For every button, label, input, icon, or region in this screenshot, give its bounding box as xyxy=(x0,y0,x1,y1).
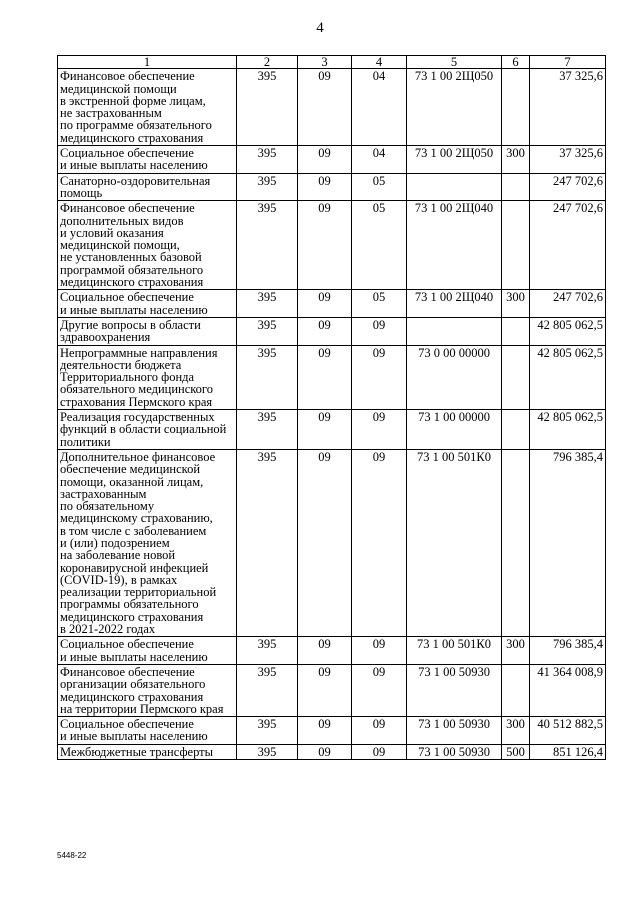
cell-name xyxy=(58,317,237,345)
cell-name-line: страхования Пермского края xyxy=(60,394,213,409)
budget-table xyxy=(57,55,606,760)
cell-name-line: застрахованным xyxy=(60,486,147,501)
cell-name-line: организации обязательного xyxy=(60,677,206,692)
table-row xyxy=(58,664,606,716)
cell-name-line: Социальное обеспечение xyxy=(60,146,194,161)
cell-name xyxy=(58,290,237,318)
cell-name-line: Территориального фонда xyxy=(60,370,195,385)
cell-amount: 796 385,4 xyxy=(530,637,606,665)
cell-name xyxy=(58,146,237,174)
column-header-1: 1 xyxy=(58,56,237,69)
cell-expense-type: 300 xyxy=(502,146,530,174)
cell-name-line: коронавирусной инфекцией xyxy=(60,560,209,575)
cell-name-line: медицинской помощи, xyxy=(60,238,180,253)
column-header-4: 4 xyxy=(352,56,407,69)
cell-amount: 37 325,6 xyxy=(530,69,606,146)
column-header-2: 2 xyxy=(237,56,298,69)
cell-section: 09 xyxy=(298,173,352,201)
table-row xyxy=(58,69,606,146)
cell-amount: 40 512 882,5 xyxy=(530,717,606,745)
table-row xyxy=(58,201,606,290)
cell-name-line: медицинского страхования xyxy=(60,609,204,624)
cell-amount: 796 385,4 xyxy=(530,449,606,636)
cell-name xyxy=(58,664,237,716)
cell-code: 395 xyxy=(237,664,298,716)
cell-name-line: функций в области социальной xyxy=(60,422,227,437)
cell-amount: 41 364 008,9 xyxy=(530,664,606,716)
cell-subsection: 05 xyxy=(352,290,407,318)
cell-expense-type xyxy=(502,410,530,450)
cell-amount: 247 702,6 xyxy=(530,290,606,318)
cell-target-article: 73 1 00 2Щ050 xyxy=(407,69,502,146)
cell-code: 395 xyxy=(237,345,298,409)
cell-amount: 247 702,6 xyxy=(530,173,606,201)
cell-name xyxy=(58,449,237,636)
cell-name-line: медицинского страхования xyxy=(60,130,204,145)
cell-name-line: Другие вопросы в области xyxy=(60,317,201,332)
cell-section: 09 xyxy=(298,637,352,665)
cell-section: 09 xyxy=(298,69,352,146)
cell-name-line: не установленных базовой xyxy=(60,250,202,265)
cell-section: 09 xyxy=(298,317,352,345)
cell-subsection: 09 xyxy=(352,664,407,716)
cell-amount: 37 325,6 xyxy=(530,146,606,174)
cell-expense-type: 300 xyxy=(502,290,530,318)
table-row xyxy=(58,146,606,174)
cell-name-line: не застрахованным xyxy=(60,106,162,121)
cell-name-line: Социальное обеспечение xyxy=(60,717,194,732)
column-header-6: 6 xyxy=(502,56,530,69)
cell-name xyxy=(58,69,237,146)
cell-target-article: 73 0 00 00000 xyxy=(407,345,502,409)
cell-name-line: Финансовое обеспечение xyxy=(60,201,195,216)
table-body xyxy=(58,69,606,760)
cell-target-article: 73 1 00 501К0 xyxy=(407,449,502,636)
cell-expense-type xyxy=(502,69,530,146)
cell-target-article: 73 1 00 00000 xyxy=(407,410,502,450)
cell-name xyxy=(58,410,237,450)
column-header-7: 7 xyxy=(530,56,606,69)
column-header-3: 3 xyxy=(298,56,352,69)
cell-expense-type xyxy=(502,449,530,636)
cell-section: 09 xyxy=(298,201,352,290)
cell-amount: 42 805 062,5 xyxy=(530,317,606,345)
cell-code: 395 xyxy=(237,744,298,759)
cell-target-article: 73 1 00 50930 xyxy=(407,717,502,745)
cell-name-line: здравоохранения xyxy=(60,330,151,345)
cell-expense-type: 500 xyxy=(502,744,530,759)
cell-target-article xyxy=(407,317,502,345)
cell-name-line: программой обязательного xyxy=(60,262,204,277)
cell-subsection: 09 xyxy=(352,744,407,759)
cell-name-line: Непрограммные направления xyxy=(60,345,218,360)
table-row xyxy=(58,317,606,345)
cell-name-line: в 2021-2022 годах xyxy=(60,622,156,637)
cell-name-line: на заболевание новой xyxy=(60,548,176,563)
table-row xyxy=(58,173,606,201)
cell-code: 395 xyxy=(237,201,298,290)
cell-code: 395 xyxy=(237,146,298,174)
cell-name-line: медицинской помощи xyxy=(60,81,177,96)
cell-name-line: и (или) подозрением xyxy=(60,535,170,550)
cell-expense-type xyxy=(502,345,530,409)
cell-expense-type xyxy=(502,173,530,201)
table-row xyxy=(58,449,606,636)
cell-name-line: Социальное обеспечение xyxy=(60,637,194,652)
cell-target-article: 73 1 00 2Щ050 xyxy=(407,146,502,174)
cell-name xyxy=(58,744,237,759)
cell-name-line: Финансовое обеспечение xyxy=(60,69,195,84)
cell-subsection: 05 xyxy=(352,173,407,201)
cell-section: 09 xyxy=(298,146,352,174)
cell-name-line: Санаторно-оздоровительная xyxy=(60,173,211,188)
cell-subsection: 05 xyxy=(352,201,407,290)
table-row xyxy=(58,744,606,759)
cell-target-article xyxy=(407,173,502,201)
cell-name-line: политики xyxy=(60,434,111,449)
cell-name-line: помощи, оказанной лицам, xyxy=(60,474,204,489)
cell-name-line: помощь xyxy=(60,185,103,200)
cell-name-line: реализации территориальной xyxy=(60,585,217,600)
cell-name-line: дополнительных видов xyxy=(60,213,184,228)
cell-name-line: программы обязательного xyxy=(60,597,199,612)
table-header xyxy=(58,56,606,69)
cell-section: 09 xyxy=(298,744,352,759)
cell-target-article: 73 1 00 50930 xyxy=(407,744,502,759)
header-row xyxy=(58,56,606,69)
cell-name-line: и иные выплаты населению xyxy=(60,649,208,664)
cell-name-line: обязательного медицинского xyxy=(60,382,214,397)
cell-subsection: 09 xyxy=(352,717,407,745)
cell-name-line: и иные выплаты населению xyxy=(60,302,208,317)
cell-code: 395 xyxy=(237,317,298,345)
cell-name-line: Финансовое обеспечение xyxy=(60,664,195,679)
cell-name-line: на территории Пермского края xyxy=(60,701,224,716)
cell-target-article: 73 1 00 2Щ040 xyxy=(407,290,502,318)
cell-name xyxy=(58,201,237,290)
cell-name-line: Социальное обеспечение xyxy=(60,290,194,305)
table-row xyxy=(58,290,606,318)
cell-subsection: 09 xyxy=(352,317,407,345)
cell-name-line: Дополнительное финансовое xyxy=(60,449,216,464)
cell-expense-type xyxy=(502,664,530,716)
document-code: 5448-22 xyxy=(57,851,87,860)
cell-subsection: 09 xyxy=(352,449,407,636)
cell-name-line: и иные выплаты населению xyxy=(60,158,208,173)
page-number: 4 xyxy=(316,20,324,36)
table-row xyxy=(58,345,606,409)
cell-code: 395 xyxy=(237,449,298,636)
cell-target-article: 73 1 00 50930 xyxy=(407,664,502,716)
cell-subsection: 04 xyxy=(352,69,407,146)
cell-name-line: в том числе с заболеванием xyxy=(60,523,207,538)
cell-target-article: 73 1 00 2Щ040 xyxy=(407,201,502,290)
cell-name-line: медицинского страхования xyxy=(60,275,204,290)
cell-expense-type: 300 xyxy=(502,717,530,745)
cell-section: 09 xyxy=(298,290,352,318)
cell-section: 09 xyxy=(298,449,352,636)
cell-name-line: (COVID-19), в рамках xyxy=(60,572,178,587)
table-row xyxy=(58,410,606,450)
cell-subsection: 09 xyxy=(352,637,407,665)
cell-subsection: 04 xyxy=(352,146,407,174)
cell-name-line: медицинского страхования xyxy=(60,689,204,704)
cell-name-line: Реализация государственных xyxy=(60,410,215,425)
table-row xyxy=(58,717,606,745)
cell-section: 09 xyxy=(298,717,352,745)
cell-name-line: по программе обязательного xyxy=(60,118,212,133)
cell-name-line: и условий оказания xyxy=(60,225,164,240)
cell-expense-type: 300 xyxy=(502,637,530,665)
cell-code: 395 xyxy=(237,637,298,665)
cell-amount: 851 126,4 xyxy=(530,744,606,759)
table-row xyxy=(58,637,606,665)
cell-code: 395 xyxy=(237,717,298,745)
cell-expense-type xyxy=(502,201,530,290)
cell-name-line: медицинскому страхованию, xyxy=(60,511,213,526)
cell-subsection: 09 xyxy=(352,410,407,450)
cell-code: 395 xyxy=(237,290,298,318)
cell-code: 395 xyxy=(237,410,298,450)
cell-expense-type xyxy=(502,317,530,345)
cell-name xyxy=(58,717,237,745)
cell-code: 395 xyxy=(237,173,298,201)
cell-name-line: обеспечение медицинской xyxy=(60,462,201,477)
cell-target-article: 73 1 00 501К0 xyxy=(407,637,502,665)
cell-name-line: по обязательному xyxy=(60,499,155,514)
cell-name-line: в экстренной форме лицам, xyxy=(60,93,206,108)
cell-subsection: 09 xyxy=(352,345,407,409)
cell-section: 09 xyxy=(298,664,352,716)
column-header-5: 5 xyxy=(407,56,502,69)
cell-name-line: и иные выплаты населению xyxy=(60,729,208,744)
cell-name xyxy=(58,345,237,409)
cell-amount: 247 702,6 xyxy=(530,201,606,290)
cell-name-line: Межбюджетные трансферты xyxy=(60,744,214,759)
cell-section: 09 xyxy=(298,345,352,409)
cell-section: 09 xyxy=(298,410,352,450)
cell-name-line: деятельности бюджета xyxy=(60,357,182,372)
cell-amount: 42 805 062,5 xyxy=(530,410,606,450)
cell-name xyxy=(58,637,237,665)
cell-code: 395 xyxy=(237,69,298,146)
cell-name xyxy=(58,173,237,201)
cell-amount: 42 805 062,5 xyxy=(530,345,606,409)
